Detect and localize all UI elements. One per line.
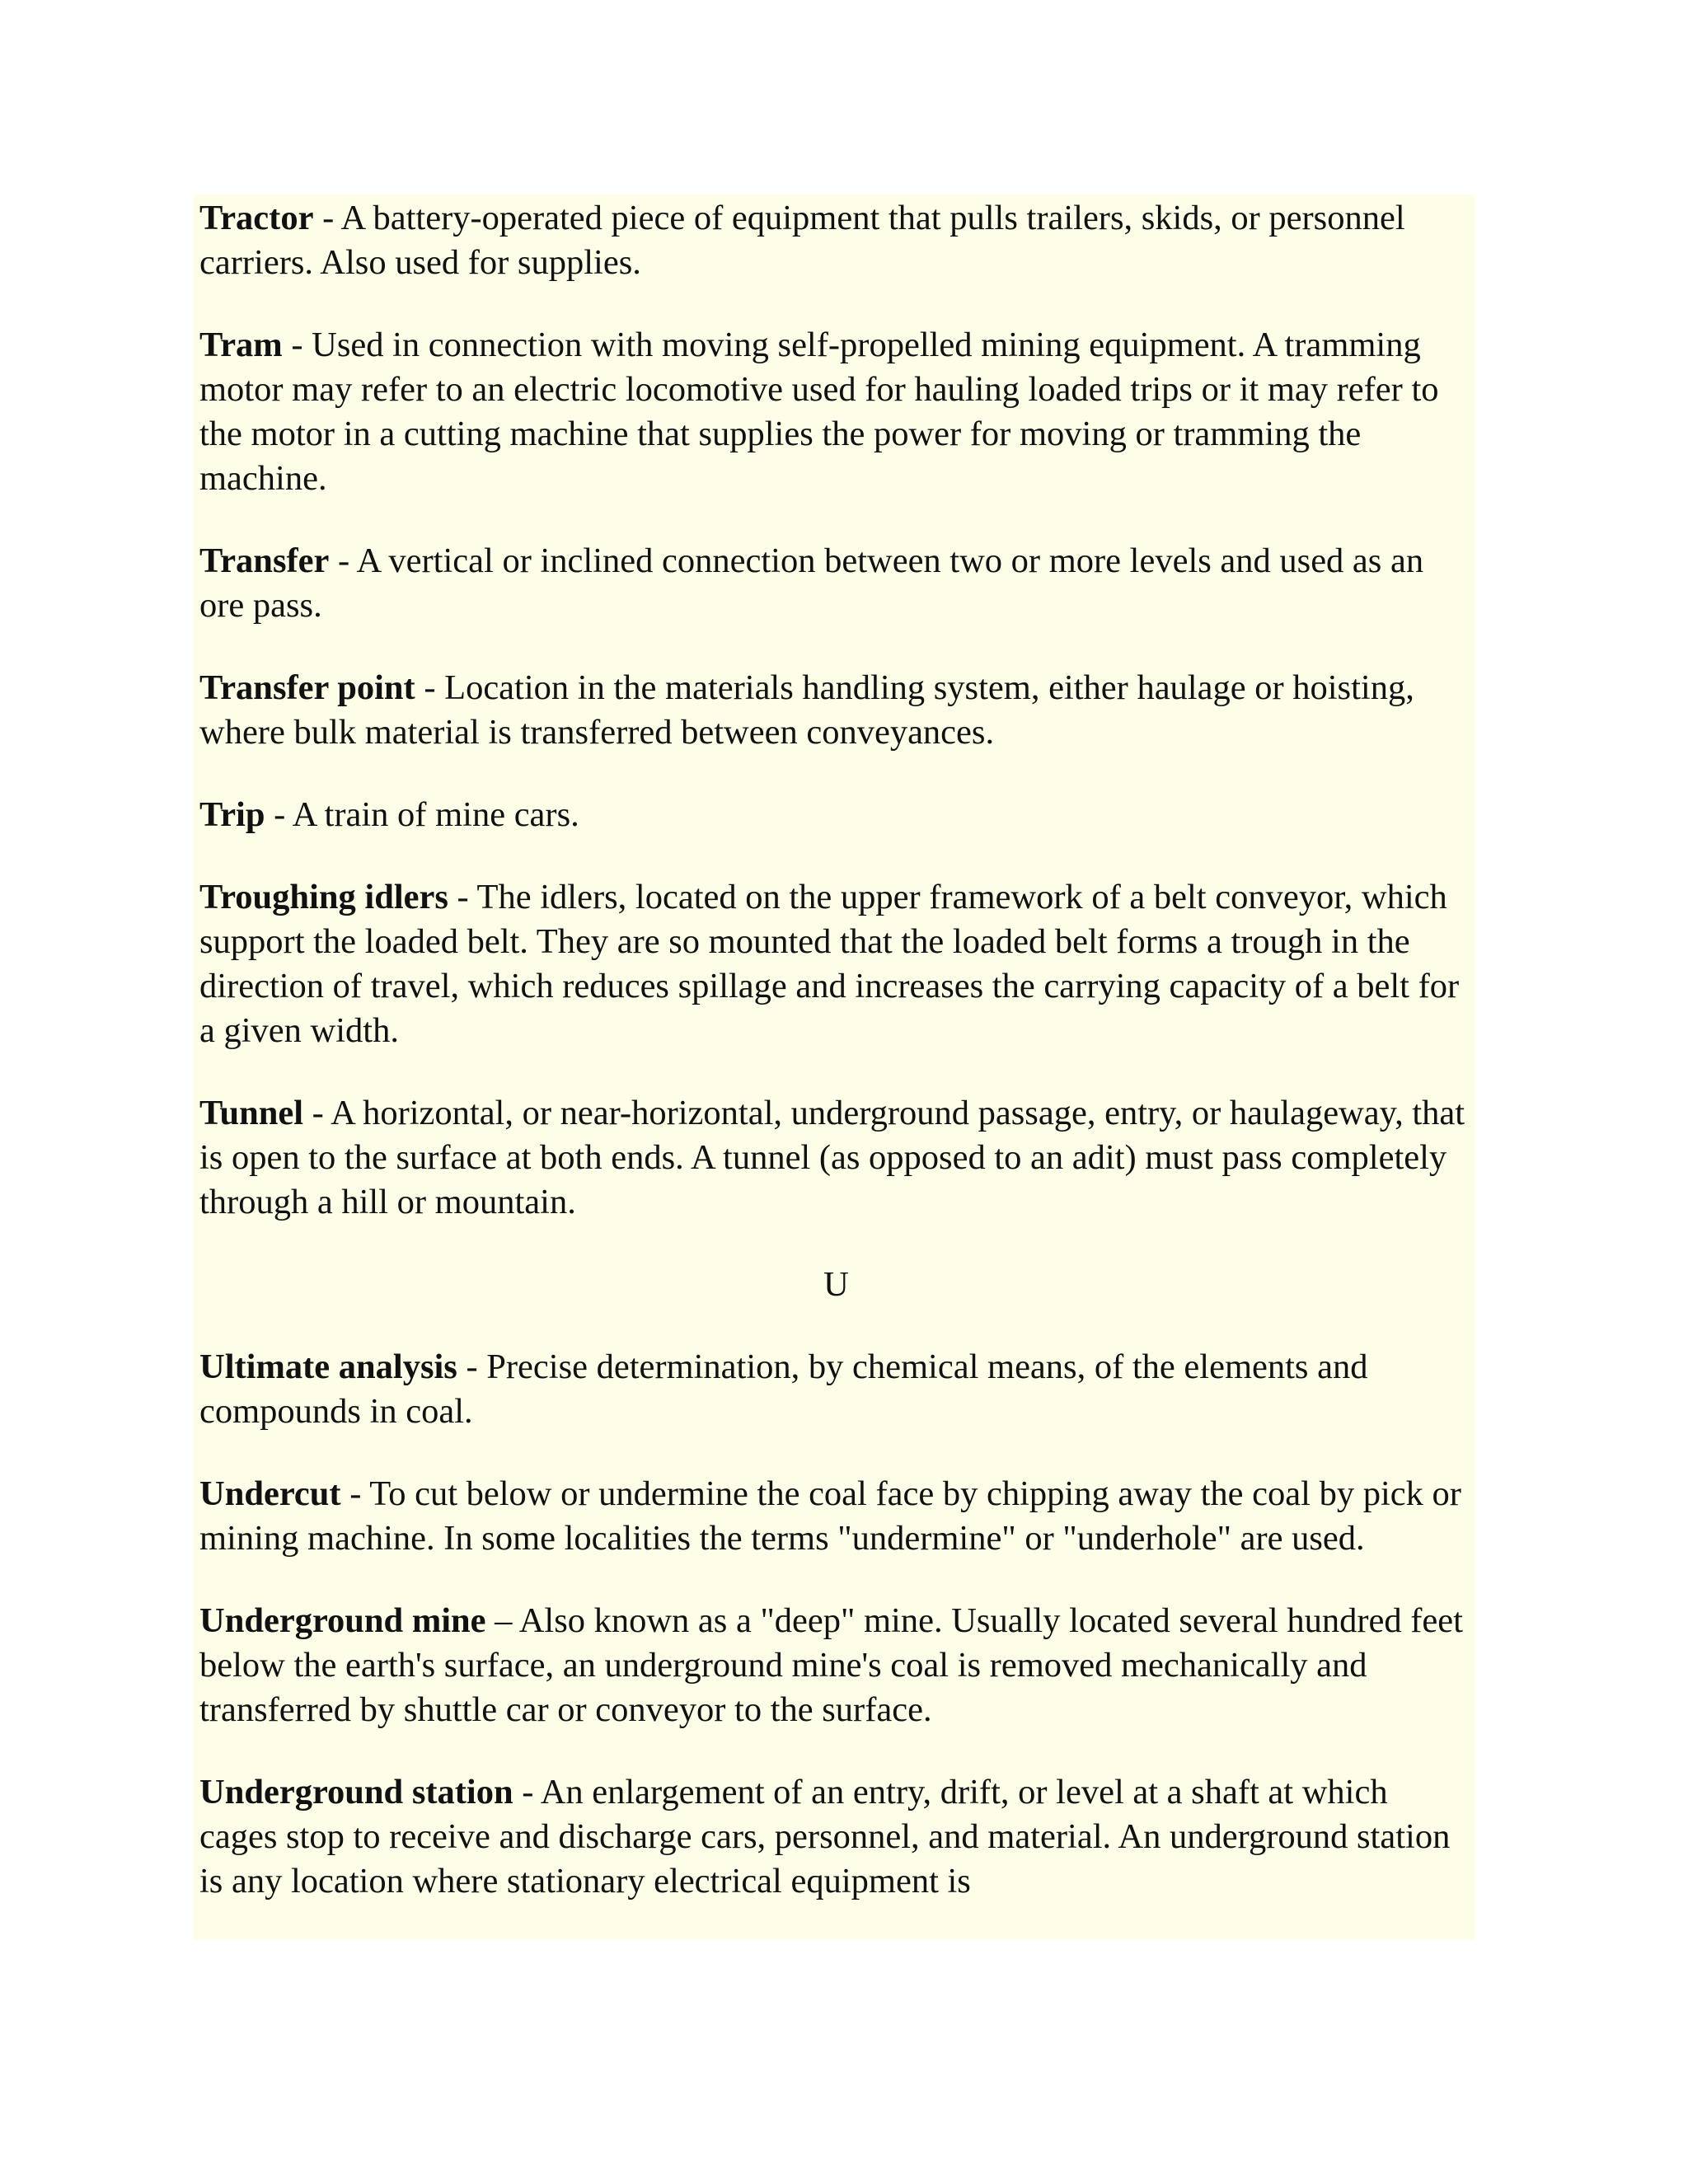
term-separator: -: [415, 668, 445, 707]
glossary-entry-undercut: [199, 1472, 1473, 1561]
section-heading-letter: U: [823, 1265, 849, 1304]
term-separator: -: [340, 1474, 370, 1513]
term-separator: -: [457, 1347, 487, 1386]
glossary-definition: To cut below or undermine the coal face by chipping away the coal by pick or mining machine. In some localities the terms "undermine" or "underhole" are used.: [199, 1474, 1461, 1558]
glossary-definition: Precise determination, by chemical means, of the elements and compounds in coal.: [199, 1347, 1368, 1431]
glossary-definition: Location in the materials handling system, either haulage or hoisting, where bulk material is transferred between conveyances.: [199, 668, 1414, 752]
glossary-term: Tractor: [199, 199, 314, 237]
glossary-definition: A vertical or inclined connection between two or more levels and used as an ore pass.: [199, 541, 1424, 625]
term-separator: –: [485, 1601, 519, 1640]
glossary-entry-ultimate-analysis: [199, 1345, 1473, 1434]
glossary-definition: An enlargement of an entry, drift, or level at a shaft at which cages stop to receive and discharge cars, personnel, and material. An underground station is any location where stationary electrical equipment is: [199, 1773, 1451, 1900]
glossary-term: Transfer point: [199, 668, 415, 707]
glossary-definition: The idlers, located on the upper framework of a belt conveyor, which support the loaded belt. They are so mounted that the loaded belt forms a trough in the direction of travel, which reduces spillage and increases the carrying capacity of a belt for a given width.: [199, 878, 1460, 1050]
term-separator: -: [448, 878, 477, 916]
glossary-definition: A train of mine cars.: [292, 795, 579, 834]
glossary-definition: Also known as a "deep" mine. Usually located several hundred feet below the earth's surface, an underground mine's coal is removed mechanically and transferred by shuttle car or conveyor to the surface.: [199, 1601, 1463, 1729]
glossary-term: Trip: [199, 795, 265, 834]
glossary-entry-trip: [199, 793, 1473, 837]
glossary-entry-tunnel: [199, 1091, 1473, 1225]
glossary-page: [199, 196, 1473, 1942]
glossary-entry-transfer: [199, 539, 1473, 628]
glossary-term: Tram: [199, 326, 283, 364]
glossary-term: Tunnel: [199, 1094, 304, 1132]
glossary-term: Transfer: [199, 541, 330, 580]
term-separator: -: [329, 541, 357, 580]
glossary-term: Underground mine: [199, 1601, 486, 1640]
term-separator: -: [303, 1094, 331, 1132]
glossary-entry-transfer-point: [199, 666, 1473, 755]
glossary-definition: A horizontal, or near-horizontal, underground passage, entry, or haulageway, that is open to the surface at both ends. A tunnel (as opposed to an adit) must pass completely through a hill or mountain.: [199, 1094, 1465, 1221]
glossary-entry-troughing-idlers: [199, 875, 1473, 1053]
glossary-entry-underground-station: [199, 1770, 1473, 1904]
glossary-term: Undercut: [199, 1474, 341, 1513]
glossary-entry-tram: [199, 323, 1473, 501]
term-separator: -: [513, 1773, 541, 1811]
glossary-definition: Used in connection with moving self-propelled mining equipment. A tramming motor may refer to an electric locomotive used for hauling loaded trips or it may refer to the motor in a cutting machine that supplies the power for moving or tramming the machine.: [199, 326, 1439, 498]
term-separator: -: [313, 199, 341, 237]
glossary-entry-underground-mine: [199, 1599, 1473, 1732]
glossary-term: Underground station: [199, 1773, 513, 1811]
term-separator: -: [282, 326, 312, 364]
glossary-term: Ultimate analysis: [199, 1347, 457, 1386]
term-separator: -: [265, 795, 293, 834]
glossary-term: Troughing idlers: [199, 878, 448, 916]
glossary-entry-tractor: [199, 196, 1473, 285]
glossary-definition: A battery-operated piece of equipment that pulls trailers, skids, or personnel carriers. Also used for supplies.: [199, 199, 1405, 282]
